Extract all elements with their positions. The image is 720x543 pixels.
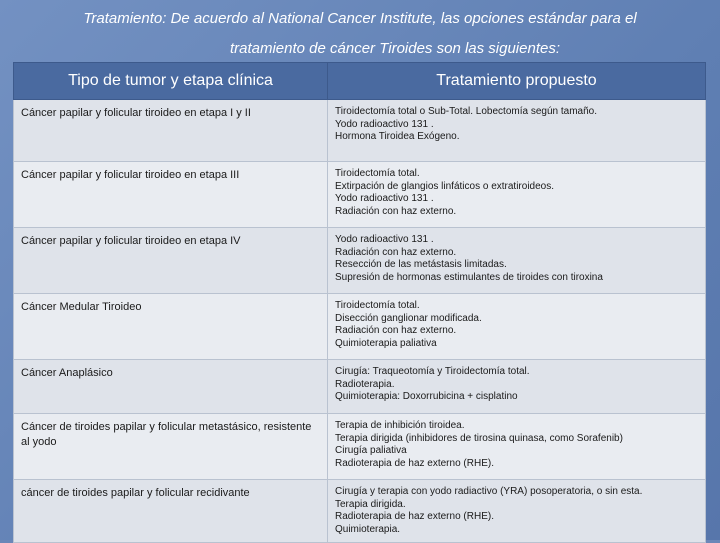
treatment-line: Terapia de inhibición tiroidea. (335, 420, 465, 431)
treatment-cell (328, 414, 706, 480)
treatment-line: Quimioterapia: Doxorrubicina + cisplatino (335, 391, 518, 402)
treatment-line: Radiación con haz externo. (335, 246, 457, 258)
title-line-1: Tratamiento: De acuerdo al National Cancer Institute, las opciones estándar para el (83, 10, 637, 27)
treatment-line: Cirugía y terapia con yodo radiactivo (YRA) posoperatoria, o sin esta. (335, 486, 643, 497)
treatment-cell (328, 360, 706, 414)
treatment-cell (328, 228, 706, 294)
treatment-cell (328, 294, 706, 360)
tumor-type-cell: Cáncer Medular Tiroideo (14, 294, 328, 360)
treatment-cell (328, 162, 706, 228)
table-row (14, 162, 706, 228)
table-row (14, 294, 706, 360)
header-tratamiento: Tratamiento propuesto (328, 63, 706, 100)
treatment-line: Quimioterapia. (335, 523, 401, 535)
treatment-cell (328, 100, 706, 162)
treatment-line: Hormona Tiroidea Exógeno. (335, 131, 460, 142)
table-row (14, 360, 706, 414)
treatment-line: Radiación con haz externo. (335, 325, 457, 336)
treatment-line: Supresión de hormonas estimulantes de tiroides con tiroxina (335, 271, 603, 283)
treatment-line: Tiroidectomía total. (335, 168, 420, 179)
treatment-line: Tiroidectomía total o Sub-Total. Lobectomía según tamaño. (335, 106, 597, 117)
table-row (14, 100, 706, 162)
treatment-line: Cirugía: Traqueotomía y Tiroidectomía total. (335, 366, 530, 377)
tumor-type-cell: Cáncer Anaplásico (14, 360, 328, 414)
treatment-line: Cirugía paliativa (335, 445, 407, 456)
treatment-line: Radiación con haz externo. (335, 205, 457, 217)
treatment-line: Tiroidectomía total. (335, 300, 420, 311)
treatment-line: Disección ganglionar modificada. (335, 312, 482, 324)
header-tipo: Tipo de tumor y etapa clínica (14, 63, 328, 100)
treatment-line: Resección de las metástasis limitadas. (335, 259, 507, 270)
tumor-type-cell: Cáncer papilar y folicular tiroideo en etapa I y II (14, 100, 328, 162)
treatment-table (13, 62, 706, 543)
table-row (14, 414, 706, 480)
title-line-2: tratamiento de cáncer Tiroides son las siguientes: (229, 40, 561, 57)
treatment-line: Terapia dirigida. (335, 498, 406, 510)
tumor-type-cell: Cáncer de tiroides papilar y folicular metastásico, resistente al yodo (14, 414, 328, 480)
table-row (14, 480, 706, 543)
treatment-line: Quimioterapia paliativa (335, 337, 437, 349)
treatment-line: Radioterapia. (335, 378, 395, 390)
tumor-type-cell: Cáncer papilar y folicular tiroideo en etapa IV (14, 228, 328, 294)
treatment-line: Extirpación de glangios linfáticos o extratiroideos. (335, 180, 555, 192)
treatment-cell (328, 480, 706, 543)
treatment-line: Radioterapia de haz externo (RHE). (335, 457, 494, 469)
table-header-row (14, 63, 706, 100)
treatment-line: Yodo radioactivo 131 . (335, 118, 434, 130)
tumor-type-cell: cáncer de tiroides papilar y folicular recidivante (14, 480, 328, 543)
treatment-line: Yodo radioactivo 131 . (335, 234, 434, 245)
treatment-line: Radioterapia de haz externo (RHE). (335, 511, 494, 522)
treatment-line: Yodo radioactivo 131 . (335, 193, 434, 204)
table-row (14, 228, 706, 294)
treatment-line: Terapia dirigida (inhibidores de tirosina quinasa, como Sorafenib) (335, 432, 623, 444)
slide-title (0, 4, 720, 64)
tumor-type-cell: Cáncer papilar y folicular tiroideo en etapa III (14, 162, 328, 228)
